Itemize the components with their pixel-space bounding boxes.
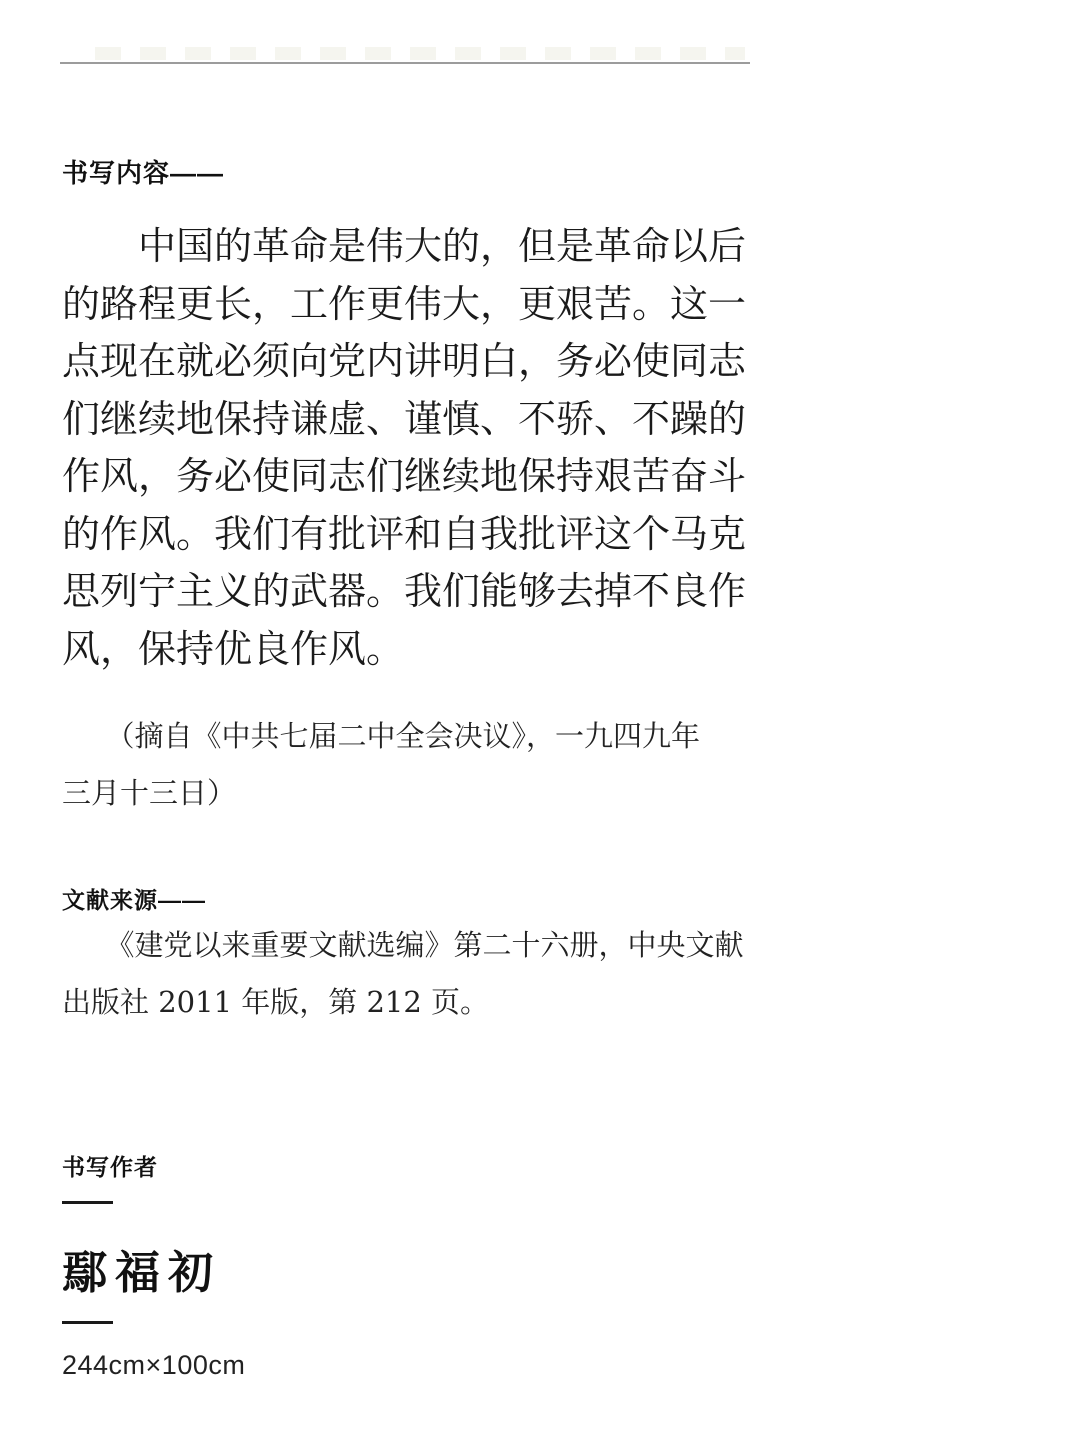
cropped-content-edge bbox=[95, 47, 745, 60]
text-line: 出版社 2011 年版，第 212 页。 bbox=[62, 985, 490, 1019]
quote-attribution bbox=[62, 708, 772, 822]
artwork-size: 244cm×100cm bbox=[62, 1350, 246, 1380]
text-line: 思列宁主义的武器。我们能够去掉不良作 bbox=[62, 569, 747, 613]
text-line: 们继续地保持谦虚、谨慎、不骄、不躁的 bbox=[62, 396, 747, 441]
author-name: 鄢福初 bbox=[62, 1246, 222, 1299]
text-line: 的路程更长，工作更伟大，更艰苦。这一 bbox=[62, 281, 747, 326]
text-line: 风，保持优良作风。 bbox=[62, 626, 405, 671]
size-rule bbox=[62, 1321, 113, 1324]
author-section-heading: 书写作者 bbox=[62, 1154, 158, 1180]
source-section-heading: 文献来源—— bbox=[62, 887, 206, 913]
text-line: 的作风。我们有批评和自我批评这个马克 bbox=[62, 511, 747, 556]
source-text bbox=[62, 917, 782, 1031]
text-line: 点现在就必须向党内讲明白，务必使同志 bbox=[62, 339, 747, 383]
quote-text bbox=[62, 218, 762, 678]
text-line: 中国的革命是伟大的，但是革命以后 bbox=[62, 224, 747, 268]
text-line: 三月十三日） bbox=[62, 776, 237, 810]
top-divider bbox=[60, 62, 750, 64]
text-line: （摘自《中共七届二中全会决议》，一九四九年 bbox=[62, 719, 701, 753]
content-section-heading: 书写内容—— bbox=[62, 158, 225, 188]
text-line: 作风，务必使同志们继续地保持艰苦奋斗 bbox=[62, 454, 747, 498]
text-line: 《建党以来重要文献选编》第二十六册，中央文献 bbox=[62, 928, 744, 962]
author-rule bbox=[62, 1201, 113, 1204]
